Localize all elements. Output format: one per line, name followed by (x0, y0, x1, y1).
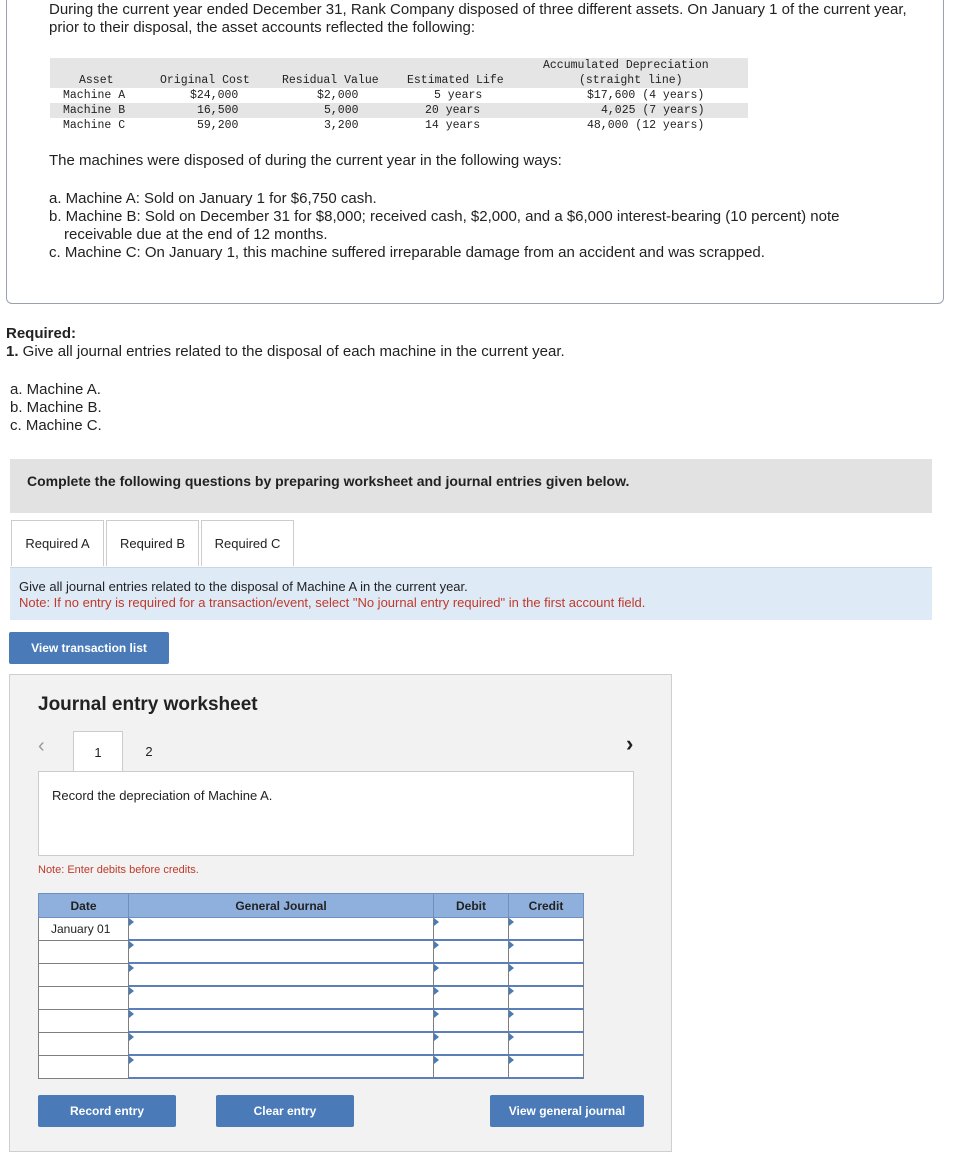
required-sub-a: a. Machine A. (10, 381, 101, 398)
debit-credit-note: Note: Enter debits before credits. (38, 864, 199, 876)
required-sub-c: c. Machine C. (10, 417, 102, 434)
account-input[interactable] (129, 1032, 434, 1055)
col-accum-dep-sub: (straight line) (579, 74, 683, 87)
table-cell: 4,025 (7 years) (601, 104, 705, 117)
account-input[interactable] (129, 986, 434, 1009)
view-transaction-list-button[interactable]: View transaction list (9, 632, 169, 664)
disposal-item-c: c. Machine C: On January 1, this machine suffered irreparable damage from an accident and was scrapped. (49, 244, 765, 261)
banner-text: Complete the following questions by preparing worksheet and journal entries given below. (27, 473, 630, 489)
table-cell: 20 years (425, 104, 481, 117)
instruction-text: Give all journal entries related to the disposal of Machine A in the current year. (19, 579, 468, 594)
date-cell[interactable] (39, 986, 129, 1009)
debit-input[interactable] (434, 963, 509, 986)
col-date: Date (39, 894, 129, 918)
table-cell: $2,000 (317, 89, 359, 102)
clear-entry-button[interactable]: Clear entry (216, 1095, 354, 1127)
col-credit: Credit (509, 894, 584, 918)
table-cell: 5,000 (324, 104, 359, 117)
table-row (39, 963, 584, 986)
table-cell: Machine B (63, 104, 126, 117)
date-cell[interactable] (39, 963, 129, 986)
credit-input[interactable] (509, 940, 584, 963)
table-row (39, 1032, 584, 1055)
tab-required-a[interactable]: Required A (11, 520, 104, 566)
debit-input[interactable] (434, 1055, 509, 1078)
tab-required-b[interactable]: Required B (106, 520, 199, 566)
credit-input[interactable] (509, 1009, 584, 1032)
question-number: 1. (6, 343, 19, 360)
date-cell[interactable] (39, 1009, 129, 1032)
col-residual-value: Residual Value (282, 74, 379, 87)
disposal-item-b: b. Machine B: Sold on December 31 for $8,000; received cash, $2,000, and a $6,000 interest-bearing (10 percent) note (49, 208, 840, 225)
table-row (39, 986, 584, 1009)
credit-input[interactable] (509, 918, 584, 941)
disposal-item-a: a. Machine A: Sold on January 1 for $6,750 cash. (49, 190, 377, 207)
disposal-item-b-cont: receivable due at the end of 12 months. (64, 226, 328, 243)
col-general-journal: General Journal (129, 894, 434, 918)
table-cell: $17,600 (4 years) (587, 89, 705, 102)
table-cell: 14 years (425, 119, 481, 132)
account-input[interactable] (129, 1009, 434, 1032)
table-row (39, 918, 584, 941)
account-input[interactable] (129, 963, 434, 986)
table-cell: 5 years (434, 89, 483, 102)
date-cell[interactable] (39, 940, 129, 963)
credit-input[interactable] (509, 986, 584, 1009)
table-cell: $24,000 (190, 89, 239, 102)
disposal-intro: The machines were disposed of during the current year in the following ways: (49, 152, 562, 169)
credit-input[interactable] (509, 1032, 584, 1055)
debit-input[interactable] (434, 918, 509, 941)
date-cell[interactable] (39, 1055, 129, 1078)
table-cell: Machine A (63, 89, 126, 102)
date-cell[interactable]: January 01 (39, 918, 129, 941)
col-debit: Debit (434, 894, 509, 918)
required-question-1 (6, 343, 565, 360)
credit-input[interactable] (509, 963, 584, 986)
table-cell: 48,000 (12 years) (587, 119, 705, 132)
table-cell: 16,500 (197, 104, 239, 117)
table-cell: Machine C (63, 119, 126, 132)
journal-table (38, 893, 584, 1079)
tab-instructions (10, 567, 932, 620)
required-sub-b: b. Machine B. (10, 399, 102, 416)
table-row (39, 1009, 584, 1032)
worksheet-title: Journal entry worksheet (38, 694, 258, 715)
col-asset: Asset (79, 74, 114, 87)
question-text: Give all journal entries related to the disposal of each machine in the current year. (18, 343, 565, 360)
col-accum-dep: Accumulated Depreciation (543, 59, 709, 72)
table-row (39, 940, 584, 963)
account-input[interactable] (129, 918, 434, 941)
col-estimated-life: Estimated Life (407, 74, 504, 87)
debit-input[interactable] (434, 986, 509, 1009)
debit-input[interactable] (434, 940, 509, 963)
table-cell: 3,200 (324, 119, 359, 132)
credit-input[interactable] (509, 1055, 584, 1078)
instruction-note: Note: If no entry is required for a transaction/event, select "No journal entry required" in the first account field. (19, 595, 646, 610)
page-tab-2[interactable]: 2 (145, 743, 153, 759)
instructions-banner (10, 459, 932, 513)
problem-intro: During the current year ended December 31, Rank Company disposed of three different assets. On January 1 of the current year, prior to their disposal, the asset accounts reflected the following: (49, 1, 907, 36)
entry-description: Record the depreciation of Machine A. (52, 788, 273, 803)
record-entry-button[interactable]: Record entry (38, 1095, 176, 1127)
col-original-cost: Original Cost (160, 74, 250, 87)
tab-required-c[interactable]: Required C (201, 520, 294, 566)
prev-page-icon[interactable]: ‹ (38, 735, 45, 757)
next-page-icon[interactable]: › (626, 731, 634, 756)
account-input[interactable] (129, 1055, 434, 1078)
page-tab-1[interactable]: 1 (73, 731, 123, 772)
required-title: Required: (6, 325, 77, 342)
table-cell: 59,200 (197, 119, 239, 132)
debit-input[interactable] (434, 1009, 509, 1032)
account-input[interactable] (129, 940, 434, 963)
date-cell[interactable] (39, 1032, 129, 1055)
view-general-journal-button[interactable]: View general journal (490, 1095, 644, 1127)
table-row (39, 1055, 584, 1078)
debit-input[interactable] (434, 1032, 509, 1055)
entry-description-box (38, 771, 634, 856)
